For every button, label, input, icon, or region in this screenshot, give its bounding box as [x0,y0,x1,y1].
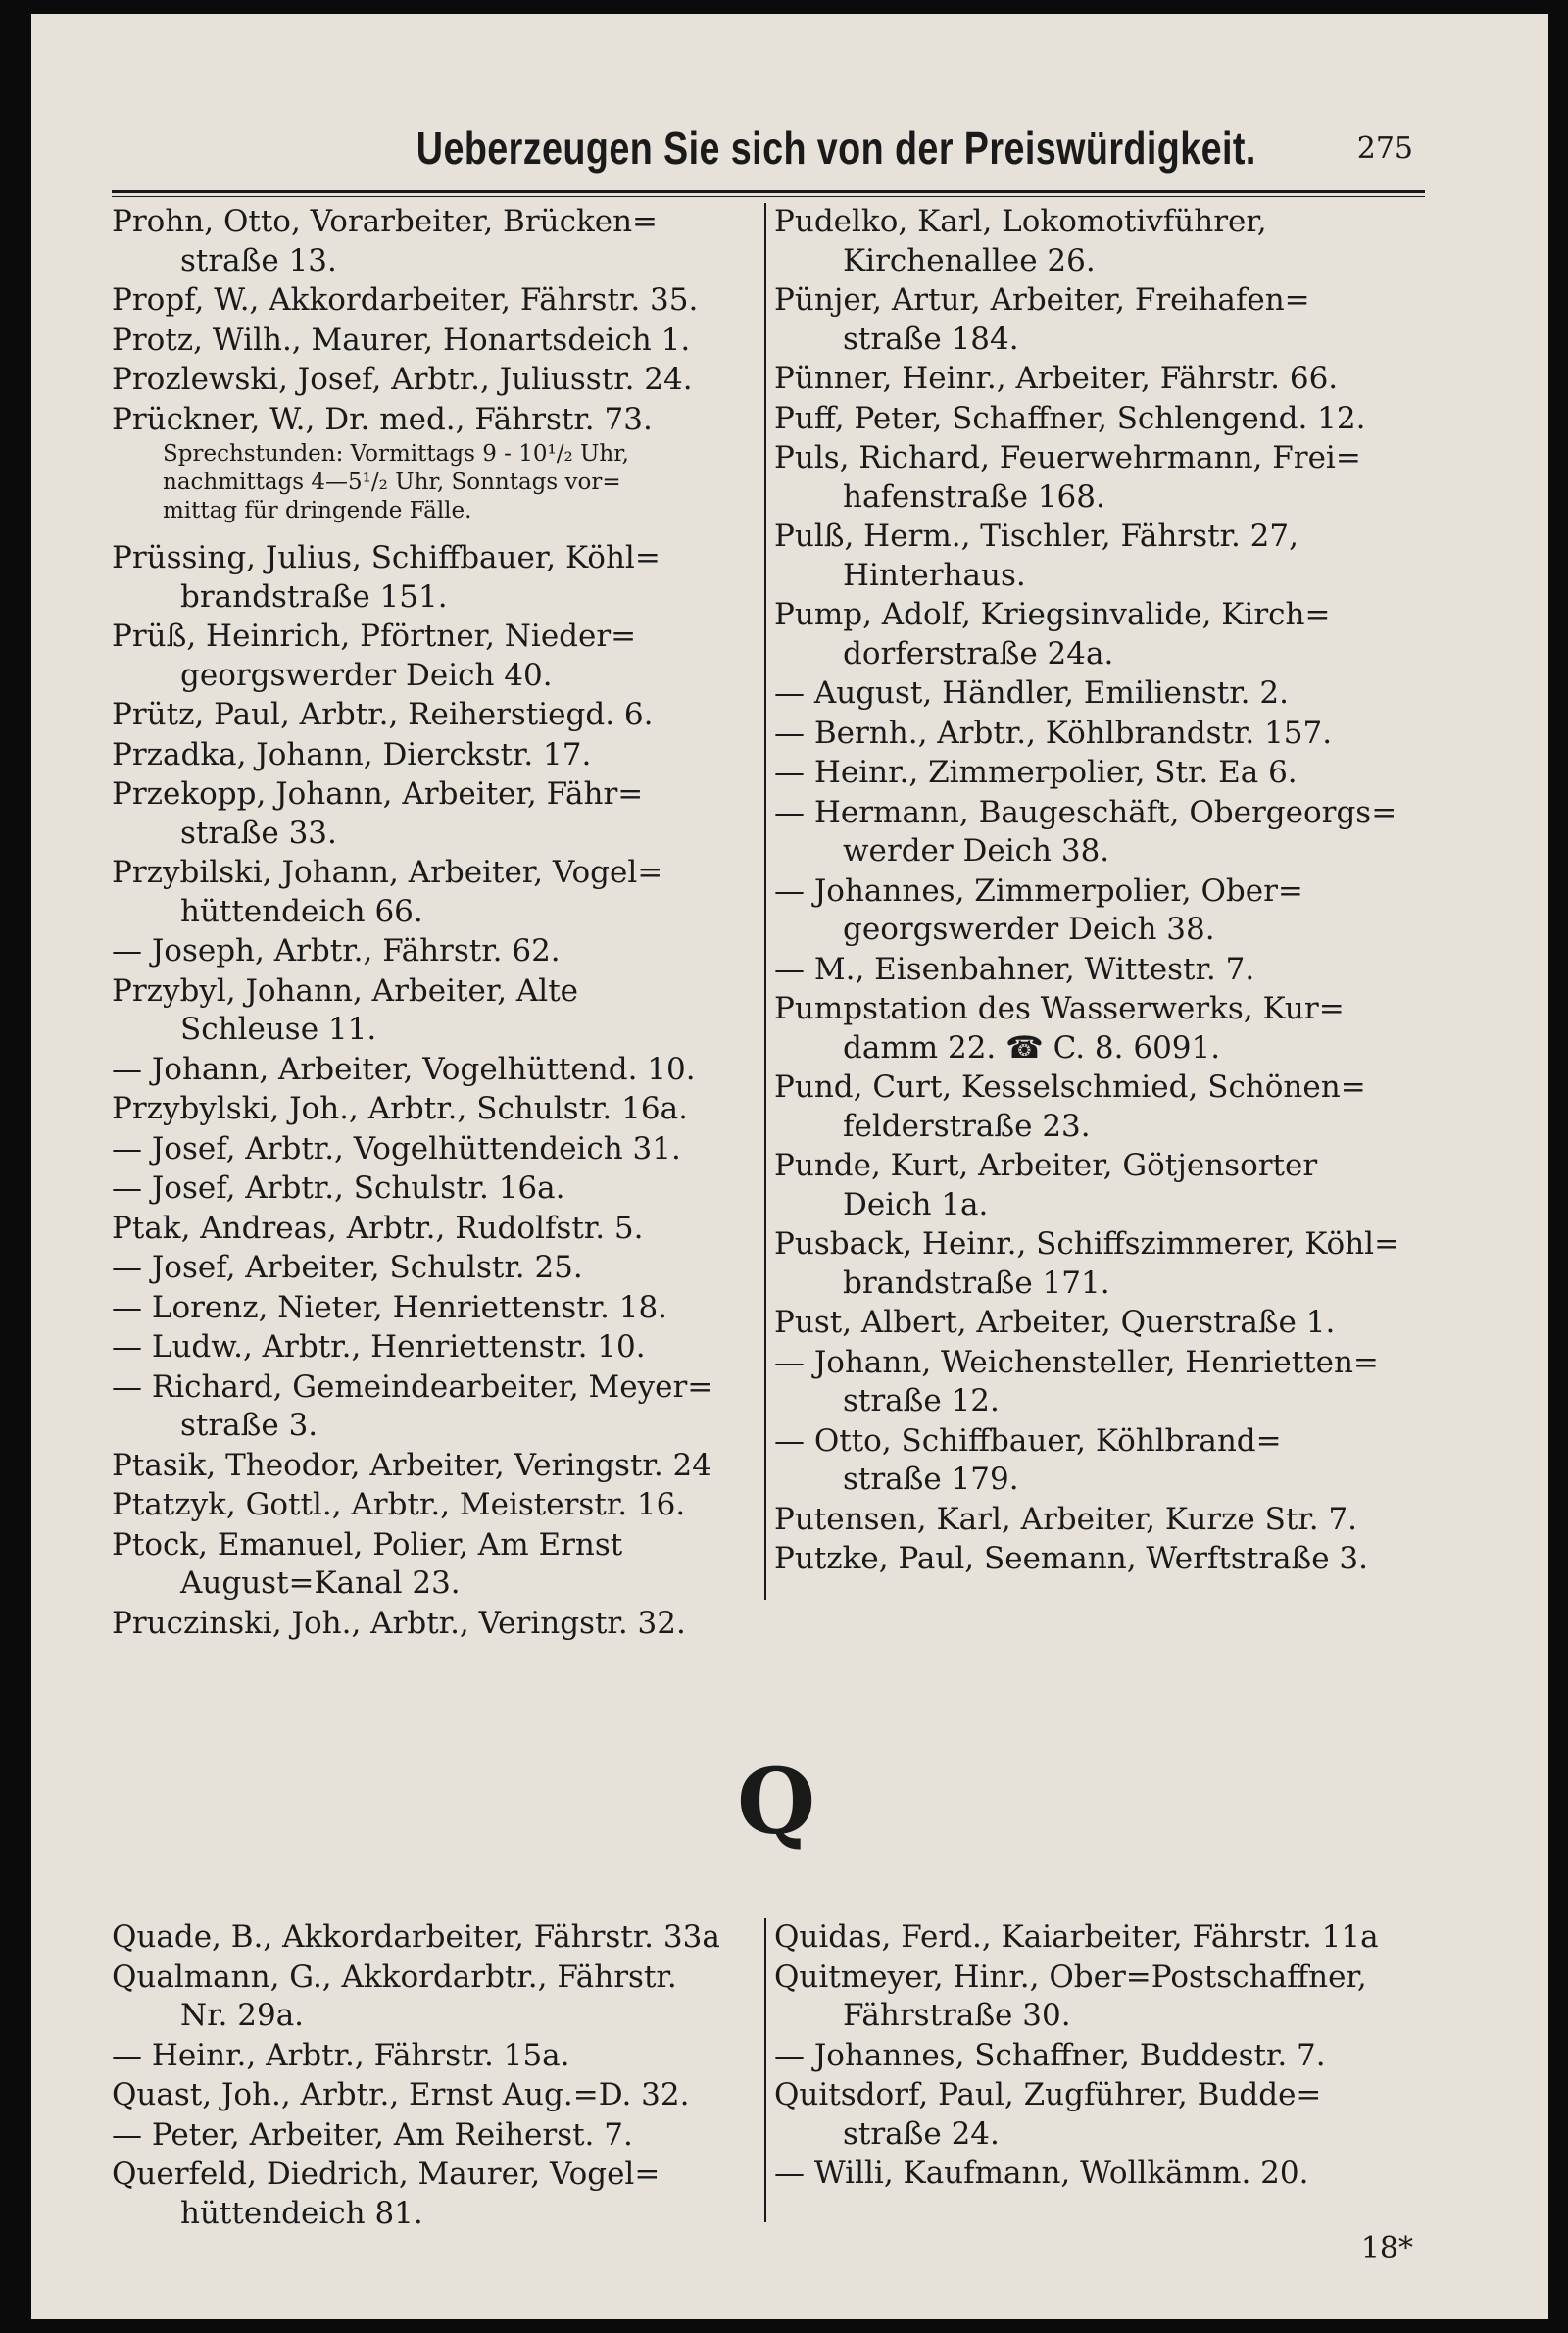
q-left-column [112,1918,759,2234]
entry-line: Protz, Wilh., Maurer, Honartsdeich 1. [112,322,691,358]
entry-line: — Josef, Arbtr., Vogelhüttendeich 31. [112,1130,681,1166]
directory-entry [112,618,759,695]
directory-entry [112,1328,759,1367]
directory-entry [112,1605,759,1644]
directory-entry [112,736,759,775]
entry-line: — Heinr., Arbtr., Fährstr. 15a. [112,2037,570,2073]
directory-entry [774,715,1425,754]
entry-continuation-line: Nr. 29a. [180,1998,305,2033]
directory-entry [774,2037,1425,2076]
entry-continuation-line: straße 24. [843,2115,1000,2152]
entry-continuation-line: Schleuse 11. [180,1012,377,1047]
entry-line: — Johann, Arbeiter, Vogelhüttend. 10. [112,1051,696,1087]
directory-entry [112,401,759,440]
entry-line: Przybyl, Johann, Arbeiter, Alte [112,972,579,1009]
directory-entry [774,400,1425,439]
directory-entry [774,1068,1425,1146]
entry-line: Przybylski, Joh., Arbtr., Schulstr. 16a. [112,1091,688,1126]
directory-entry [112,1918,759,1958]
entry-line: Punde, Kurt, Arbeiter, Götjensorter [774,1148,1318,1183]
entry-line: Pump, Adolf, Kriegsinvalide, Kirch= [774,597,1331,632]
entry-continuation-line: August=Kanal 23. [180,1565,461,1601]
entry-line: — Johannes, Zimmerpolier, Ober= [774,872,1303,909]
entry-line: — Otto, Schiffbauer, Köhlbrand= [774,1422,1282,1459]
entry-line: Pünjer, Artur, Arbeiter, Freihafen= [774,282,1310,318]
entry-continuation-line: felderstraße 23. [843,1108,1091,1144]
directory-entry [112,696,759,735]
entry-line: Puff, Peter, Schaffner, Schlengend. 12. [774,400,1366,436]
directory-entry [112,281,759,321]
entry-line: — Peter, Arbeiter, Am Reiherst. 7. [112,2116,633,2153]
entry-line: — Joseph, Arbtr., Fährstr. 62. [112,933,561,968]
directory-entry [774,1147,1425,1224]
entry-line: Ptak, Andreas, Arbtr., Rudolfstr. 5. [112,1210,644,1246]
left-column [112,203,759,1644]
column-divider [764,203,766,1600]
entry-line: Quitmeyer, Hinr., Ober=Postschaffner, [774,1959,1367,1995]
entry-continuation-line: georgswerder Deich 40. [180,657,553,693]
entry-line: — Willi, Kaufmann, Wollkämm. 20. [774,2156,1309,2191]
entry-line: — Lorenz, Nieter, Henriettenstr. 18. [112,1289,668,1325]
entry-line: Pumpstation des Wasserwerks, Kur= [774,991,1345,1026]
directory-entry [774,2076,1425,2154]
note-line: mittag für dringende Fälle. [163,498,472,523]
directory-entry [112,2076,759,2115]
directory-entry [774,1540,1425,1579]
entry-line: — Heinr., Zimmerpolier, Str. Ea 6. [774,755,1298,790]
entry-line: Prüß, Heinrich, Pförtner, Nieder= [112,619,637,654]
page-header-title: Ueberzeugen Sie sich von der Preiswürdigkeit. [416,123,1256,174]
q-column-divider [764,1918,766,2222]
directory-entry [774,674,1425,714]
entry-line: Propf, W., Akkordarbeiter, Fährstr. 35. [112,282,699,318]
entry-continuation-line: damm 22. ☎ C. 8. 6091. [843,1029,1221,1066]
directory-entry [774,518,1425,595]
entry-continuation-line: brandstraße 171. [843,1265,1110,1301]
directory-entry [774,203,1425,280]
entry-line: Ptatzyk, Gottl., Arbtr., Meisterstr. 16. [112,1487,686,1522]
entry-line: — Josef, Arbtr., Schulstr. 16a. [112,1170,565,1206]
entry-line: Pusback, Heinr., Schiffszimmerer, Köhl= [774,1226,1400,1262]
entry-line: Prütz, Paul, Arbtr., Reiherstiegd. 6. [112,697,654,732]
directory-entry [774,1501,1425,1540]
entry-line: Przybilski, Johann, Arbeiter, Vogel= [112,855,663,890]
entry-line: Przadka, Johann, Dierckstr. 17. [112,736,592,772]
directory-entry [112,361,759,400]
entry-line: Querfeld, Diedrich, Maurer, Vogel= [112,2157,661,2192]
page-number: 275 [1356,131,1413,166]
header-rule-thin [112,196,1425,197]
directory-entry [112,203,759,280]
entry-line: — Johannes, Schaffner, Buddestr. 7. [774,2037,1326,2073]
directory-entry [112,1368,759,1446]
section-letter: Q [737,1749,816,1855]
directory-entry [774,1225,1425,1303]
directory-entry [774,794,1425,871]
header-rule [112,190,1425,193]
entry-line: Putzke, Paul, Seemann, Werftstraße 3. [774,1541,1369,1576]
right-column [774,203,1425,1580]
directory-entry [112,1447,759,1486]
directory-entry [774,1344,1425,1421]
directory-entry [774,872,1425,950]
entry-line: — Richard, Gemeindearbeiter, Meyer= [112,1368,713,1405]
directory-entry [112,2037,759,2076]
entry-line: Qualmann, G., Akkordarbtr., Fährstr. [112,1959,677,1995]
entry-line: Ptasik, Theodor, Arbeiter, Veringstr. 24 [112,1447,711,1483]
entry-line: Prückner, W., Dr. med., Fährstr. 73. [112,401,653,437]
entry-line: — Ludw., Arbtr., Henriettenstr. 10. [112,1329,646,1365]
directory-entry [774,596,1425,673]
note-line: nachmittags 4—5¹/₂ Uhr, Sonntags vor= [163,470,621,495]
entry-line: Pund, Curt, Kesselschmied, Schönen= [774,1069,1366,1105]
entry-continuation-line: werder Deich 38. [843,833,1110,869]
signature-mark: 18* [1360,2231,1413,2265]
directory-entry [112,972,759,1050]
entry-line: — Josef, Arbeiter, Schulstr. 25. [112,1250,583,1285]
directory-entry [112,854,759,931]
directory-entry [112,1249,759,1288]
directory-entry [774,439,1425,517]
entry-line: Quitsdorf, Paul, Zugführer, Budde= [774,2077,1322,2112]
entry-line: Pünner, Heinr., Arbeiter, Fährstr. 66. [774,361,1339,396]
entry-continuation-line: Deich 1a. [843,1186,989,1222]
entry-line: — Bernh., Arbtr., Köhlbrandstr. 157. [774,715,1333,751]
entry-continuation-line: Hinterhaus. [843,557,1026,593]
entry-continuation-line: dorferstraße 24a. [843,635,1114,671]
directory-entry [112,322,759,361]
directory-entry [112,1169,759,1209]
entry-continuation-line: straße 13. [180,242,337,278]
entry-line: Pruczinski, Joh., Arbtr., Veringstr. 32. [112,1605,686,1641]
office-hours-note [112,440,759,525]
entry-line: — August, Händler, Emilienstr. 2. [774,675,1289,711]
entry-line: Przekopp, Johann, Arbeiter, Fähr= [112,776,644,812]
note-line: Sprechstunden: Vormittags 9 - 10¹/₂ Uhr, [163,441,629,467]
directory-entry [774,990,1425,1067]
directory-entry [774,1959,1425,2036]
directory-entry [774,1918,1425,1958]
directory-entry [112,539,759,617]
entry-line: Puls, Richard, Feuerwehrmann, Frei= [774,440,1361,475]
directory-entry [112,1130,759,1169]
entry-continuation-line: brandstraße 151. [180,578,448,615]
entry-line: Putensen, Karl, Arbeiter, Kurze Str. 7. [774,1501,1358,1537]
directory-entry [112,1526,759,1604]
directory-entry [112,1090,759,1129]
directory-entry [112,1289,759,1328]
directory-entry [774,1422,1425,1500]
entry-line: — Johann, Weichensteller, Henrietten= [774,1344,1379,1380]
directory-entry [774,951,1425,990]
entry-line: Quade, B., Akkordarbeiter, Fährstr. 33a [112,1919,720,1955]
entry-continuation-line: hüttendeich 66. [180,893,423,929]
directory-page [31,14,1548,2319]
entry-line: Quidas, Ferd., Kaiarbeiter, Fährstr. 11a [774,1919,1379,1955]
directory-entry [774,281,1425,359]
entry-continuation-line: hafenstraße 168. [843,478,1105,515]
directory-entry [774,754,1425,793]
entry-line: Prozlewski, Josef, Arbtr., Juliusstr. 24. [112,362,693,397]
entry-continuation-line: hüttendeich 81. [180,2195,423,2231]
entry-line: Ptock, Emanuel, Polier, Am Ernst [112,1526,623,1563]
directory-entry [112,1486,759,1525]
entry-line: Pudelko, Karl, Lokomotivführer, [774,204,1267,239]
entry-continuation-line: straße 184. [843,321,1019,357]
entry-continuation-line: straße 33. [180,815,337,851]
entry-continuation-line: straße 12. [843,1383,1000,1418]
entry-continuation-line: straße 3. [180,1408,318,1443]
entry-line: Pust, Albert, Arbeiter, Querstraße 1. [774,1305,1336,1340]
directory-entry [112,1959,759,2036]
entry-line: — M., Eisenbahner, Wittestr. 7. [774,951,1255,987]
directory-entry [112,2156,759,2233]
q-right-column [774,1918,1425,2195]
entry-continuation-line: georgswerder Deich 38. [843,912,1215,947]
directory-entry [774,1304,1425,1343]
directory-entry [774,2155,1425,2194]
entry-continuation-line: straße 179. [843,1462,1019,1497]
entry-line: — Hermann, Baugeschäft, Obergeorgs= [774,794,1397,830]
directory-entry [112,2116,759,2156]
directory-entry [112,775,759,853]
directory-entry [112,932,759,971]
directory-entry [112,1051,759,1090]
entry-line: Quast, Joh., Arbtr., Ernst Aug.=D. 32. [112,2077,690,2112]
directory-entry [774,360,1425,399]
entry-continuation-line: Kirchenallee 26. [843,242,1096,278]
entry-line: Prohn, Otto, Vorarbeiter, Brücken= [112,204,659,239]
entry-continuation-line: Fährstraße 30. [843,1998,1071,2033]
entry-line: Pulß, Herm., Tischler, Fährstr. 27, [774,519,1298,554]
directory-entry [112,1210,759,1249]
entry-line: Prüssing, Julius, Schiffbauer, Köhl= [112,540,661,575]
